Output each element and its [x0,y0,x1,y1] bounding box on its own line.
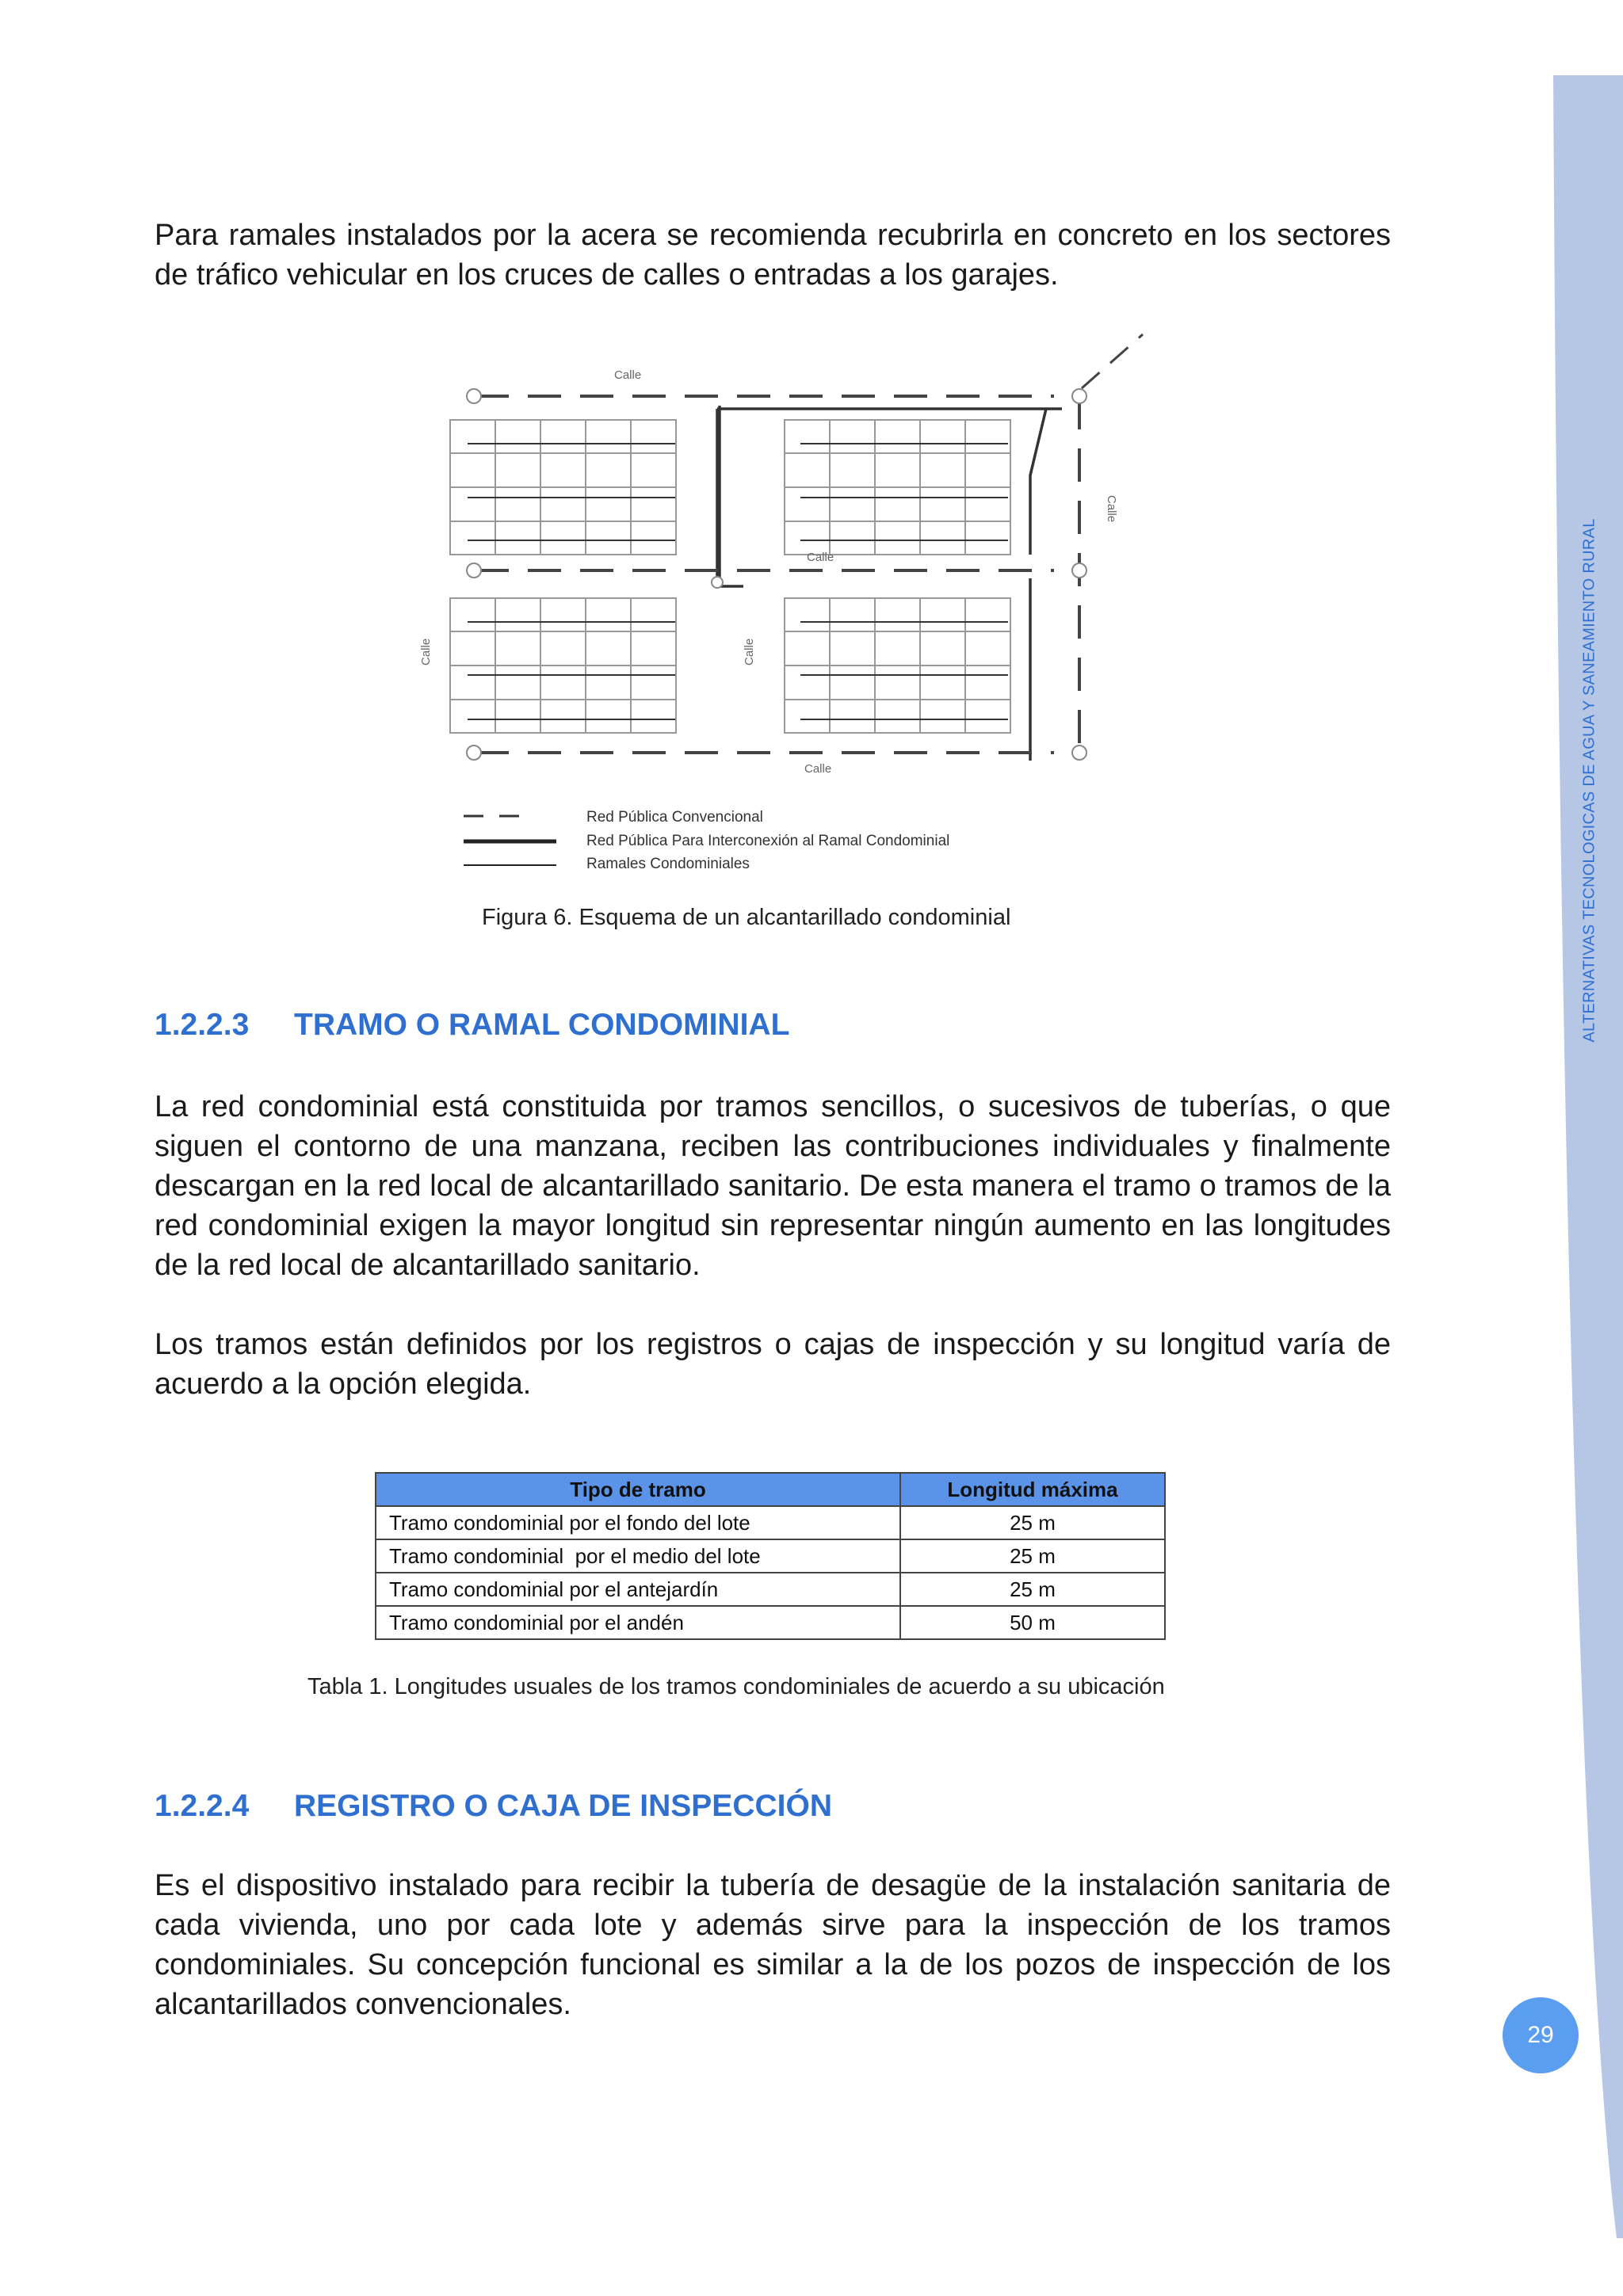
table-header-cell: Tipo de tramo [376,1473,900,1506]
condominial-scheme-figure [420,317,1165,887]
table-row [376,1606,1165,1639]
section-heading [155,1789,832,1824]
table-row [376,1573,1165,1606]
table-cell: 25 m [900,1539,1165,1573]
lengths-table-wrap [375,1472,1166,1640]
section-title: REGISTRO O CAJA DE INSPECCIÓN [294,1789,832,1823]
section-paragraph: Es el dispositivo instalado para recibir la tubería de desagüe de la instalación sanitaria de cada vivienda, uno por cada lote y además sirve para la inspección de los tramos condominiales. Su concepción funcional es similar a la de los pozos de inspección de los alcantarillados convencionales. [155,1869,1391,2021]
table-row [376,1506,1165,1539]
street-label: Calle [743,638,756,666]
manholes [467,389,1086,760]
page-number-badge: 29 [1503,1997,1579,2073]
sidebar-band [1553,75,1623,2238]
block-grid-bottom-right [785,598,1010,733]
street-label: Calle [1105,495,1118,523]
table-header-row [376,1473,1165,1506]
table-cell: 50 m [900,1606,1165,1639]
street-label: Calle [614,368,642,382]
street-label: Calle [420,638,433,666]
table-cell: 25 m [900,1573,1165,1606]
table-row [376,1539,1165,1573]
sidebar-title: ALTERNATIVAS TECNOLOGICAS DE AGUA Y SANEAMIENTO RURAL [1580,518,1598,1043]
lengths-table [375,1472,1166,1640]
block-grid-top-right [785,420,1010,555]
table-cell: Tramo condominial por el medio del lote [376,1539,900,1573]
section-heading [155,1008,789,1043]
table-cell: Tramo condominial por el andén [376,1606,900,1639]
table-cell: Tramo condominial por el fondo del lote [376,1506,900,1539]
table-cell: Tramo condominial por el antejardín [376,1573,900,1606]
street-label: Calle [807,551,834,564]
intro-paragraph: Para ramales instalados por la acera se recomienda recubrirla en concreto en los sectores de tráfico vehicular en los cruces de calles o entradas a los garajes. [155,219,1391,292]
table-header-cell: Longitud máxima [900,1473,1165,1506]
legend-item: Red Pública Convencional [586,809,763,826]
table-cell: 25 m [900,1506,1165,1539]
legend-item: Ramales Condominiales [586,856,750,872]
block-grid-top-left [450,420,676,555]
section-paragraph: Los tramos están definidos por los registros o cajas de inspección y su longitud varía de acuerdo a la opción elegida. [155,1328,1391,1401]
table-caption: Tabla 1. Longitudes usuales de los tramos condominiales de acuerdo a su ubicación [307,1674,1165,1699]
block-grid-bottom-left [450,598,676,733]
street-label: Calle [804,762,832,776]
figure-legend [464,809,949,872]
legend-item: Red Pública Para Interconexión al Ramal Condominial [586,833,950,849]
section-number: 1.2.2.4 [155,1789,250,1823]
condominial-branches [468,444,1008,719]
figure-caption: Figura 6. Esquema de un alcantarillado condominial [482,905,1011,930]
section-title: TRAMO O RAMAL CONDOMINIAL [294,1008,790,1042]
section-number: 1.2.2.3 [155,1008,250,1042]
section-paragraph: La red condominial está constituida por tramos sencillos, o sucesivos de tuberías, o que siguen el contorno de una manzana, reciben las contribuciones individuales y finalmente descargan en la red local de alcantarillado sanitario. De esta manera el tramo o tramos de la red condominial exigen la mayor longitud sin representar ningún aumento en las longitudes de la red local de alcantarillado sanitario. [155,1090,1391,1282]
